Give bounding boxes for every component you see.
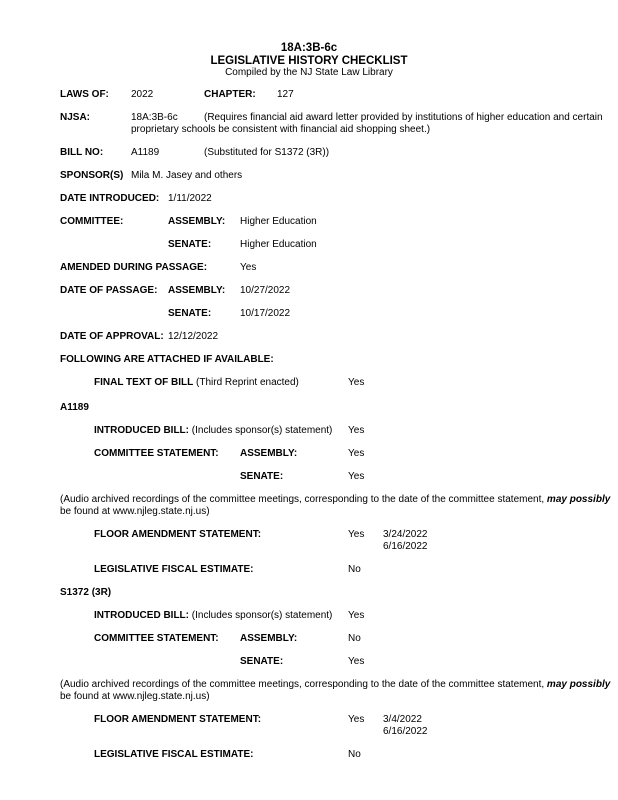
committee-assembly-label: ASSEMBLY: [168, 216, 226, 227]
njsa-desc-line2: proprietary schools be consistent with financial aid shopping sheet.) [131, 124, 431, 135]
laws-of-label: LAWS OF: [60, 89, 109, 100]
floor-amendment-value: Yes [348, 529, 365, 540]
floor-amendment-label: FLOOR AMENDMENT STATEMENT: [94, 714, 262, 725]
bill-no-note: (Substituted for S1372 (3R)) [204, 147, 330, 158]
laws-of-value: 2022 [131, 89, 154, 100]
fiscal-estimate-value: No [348, 564, 361, 575]
committee-senate-value: Higher Education [240, 239, 317, 250]
floor-amendment-date: 3/24/2022 [383, 529, 428, 540]
final-text-label [94, 377, 299, 389]
section-bill-s1372: S1372 (3R) [60, 587, 112, 598]
audio-note-text: (Audio archived recordings of the committee meetings, corresponding to the date of the committee statement, [60, 494, 547, 505]
audio-note-line2: be found at www.njleg.state.nj.us) [60, 506, 210, 517]
statement-senate-label: SENATE: [240, 471, 284, 482]
passage-assembly-label: ASSEMBLY: [168, 285, 226, 296]
njsa-label: NJSA: [60, 112, 91, 123]
committee-statement-label: COMMITTEE STATEMENT: [94, 633, 219, 644]
date-of-passage-label: DATE OF PASSAGE: [60, 285, 158, 296]
audio-note-line1 [60, 494, 610, 506]
statement-assembly-value: Yes [348, 448, 365, 459]
floor-amendment-date: 3/4/2022 [383, 714, 422, 725]
audio-note-emphasis: may possibly [546, 494, 611, 505]
committee-assembly-value: Higher Education [240, 216, 317, 227]
fiscal-estimate-label: LEGISLATIVE FISCAL ESTIMATE: [94, 564, 254, 575]
committee-statement-label: COMMITTEE STATEMENT: [94, 448, 219, 459]
statement-senate-value: Yes [348, 656, 365, 667]
audio-note-text: (Audio archived recordings of the committee meetings, corresponding to the date of the committee statement, [60, 679, 547, 690]
final-text-value: Yes [348, 377, 365, 388]
statement-assembly-value: No [348, 633, 361, 644]
floor-amendment-date: 6/16/2022 [383, 726, 428, 737]
introduced-bill-label-bold: INTRODUCED BILL: [94, 610, 189, 621]
committee-senate-label: SENATE: [168, 239, 212, 250]
introduced-bill-value: Yes [348, 425, 365, 436]
introduced-bill-label-bold: INTRODUCED BILL: [94, 425, 189, 436]
date-introduced-value: 1/11/2022 [168, 193, 212, 204]
date-of-approval-value: 12/12/2022 [168, 331, 219, 342]
final-text-label-bold: FINAL TEXT OF BILL [94, 377, 194, 388]
statement-senate-label: SENATE: [240, 656, 284, 667]
passage-assembly-value: 10/27/2022 [240, 285, 291, 296]
page-subtitle: LEGISLATIVE HISTORY CHECKLIST [210, 55, 408, 67]
floor-amendment-date: 6/16/2022 [383, 541, 428, 552]
section-bill-a1189: A1189 [60, 402, 89, 413]
fiscal-estimate-value: No [348, 749, 361, 760]
chapter-label: CHAPTER: [204, 89, 256, 100]
following-heading: FOLLOWING ARE ATTACHED IF AVAILABLE: [60, 354, 274, 365]
njsa-desc-line1: (Requires financial aid award letter provided by institutions of higher education and certain [204, 112, 603, 123]
sponsor-label: SPONSOR(S) [60, 170, 124, 181]
statement-assembly-label: ASSEMBLY: [240, 448, 298, 459]
bill-no-value: A1189 [131, 147, 160, 158]
fiscal-estimate-label: LEGISLATIVE FISCAL ESTIMATE: [94, 749, 254, 760]
statement-assembly-label: ASSEMBLY: [240, 633, 298, 644]
introduced-bill-label-rest: (Includes sponsor(s) statement) [189, 425, 333, 436]
amended-label: AMENDED DURING PASSAGE: [60, 262, 208, 273]
bill-no-label: BILL NO: [60, 147, 104, 158]
audio-note-line1 [60, 679, 610, 691]
passage-senate-value: 10/17/2022 [240, 308, 291, 319]
final-text-label-rest: (Third Reprint enacted) [193, 377, 299, 388]
chapter-value: 127 [277, 89, 294, 100]
introduced-bill-label [94, 425, 332, 437]
date-of-approval-label: DATE OF APPROVAL: [60, 331, 164, 342]
committee-label: COMMITTEE: [60, 216, 124, 227]
page-title: 18A:3B-6c [280, 42, 338, 54]
floor-amendment-value: Yes [348, 714, 365, 725]
audio-note-line2: be found at www.njleg.state.nj.us) [60, 691, 210, 702]
amended-value: Yes [240, 262, 257, 273]
sponsor-value: Mila M. Jasey and others [131, 170, 243, 181]
passage-senate-label: SENATE: [168, 308, 212, 319]
floor-amendment-label: FLOOR AMENDMENT STATEMENT: [94, 529, 262, 540]
audio-note-emphasis: may possibly [546, 679, 611, 690]
date-introduced-label: DATE INTRODUCED: [60, 193, 160, 204]
njsa-value: 18A:3B-6c [131, 112, 178, 123]
introduced-bill-value: Yes [348, 610, 365, 621]
introduced-bill-label [94, 610, 332, 622]
statement-senate-value: Yes [348, 471, 365, 482]
introduced-bill-label-rest: (Includes sponsor(s) statement) [189, 610, 333, 621]
compiled-by: Compiled by the NJ State Law Library [225, 67, 393, 78]
